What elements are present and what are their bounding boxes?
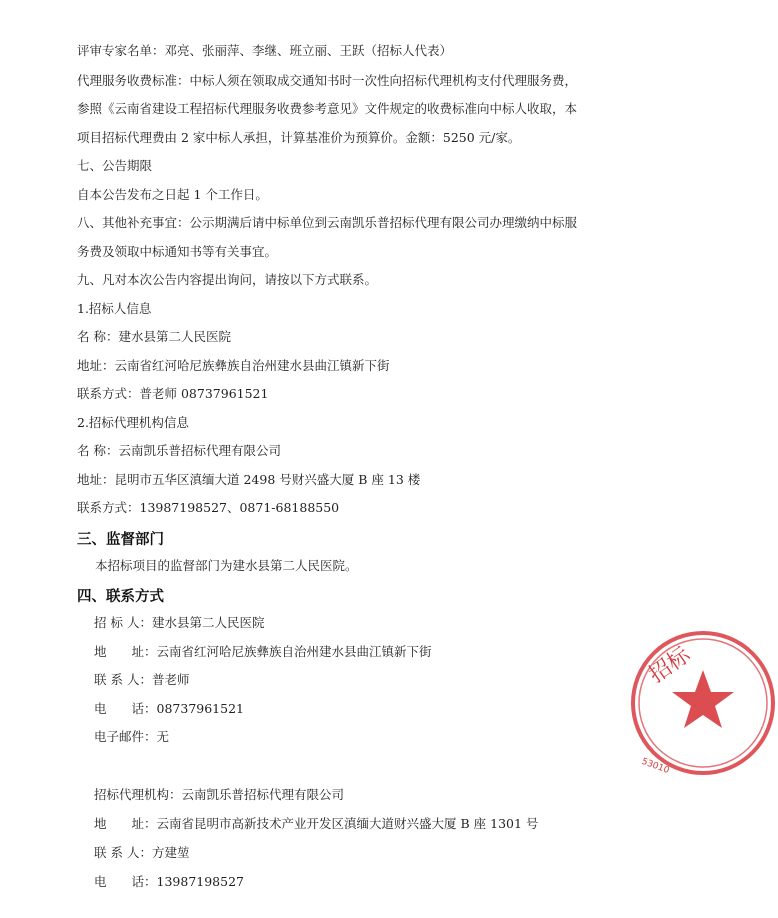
tenderer-info-title: 1.招标人信息 [77,301,152,316]
fee-standard-line-1: 代理服务收费标准：中标人须在领取成交通知书时一次性向招标代理机构支付代理服务费， [77,73,578,88]
contact-agency-person-row [94,845,189,861]
tenderer-contact: 联系方式：普老师 08737961521 [77,386,269,401]
contact-phone-label: 电 话： [94,701,157,716]
contact-agency-label: 招标代理机构： [94,787,182,802]
contact-agency-phone-value: 13987198527 [156,874,244,889]
contact-address-value: 云南省红河哈尼族彝族自治州建水县曲江镇新下街 [156,644,432,659]
star-seal-icon [628,628,778,778]
contact-tenderer-row [94,615,264,631]
contact-email-value: 无 [156,729,170,744]
section-7-title: 七、公告期限 [77,158,153,173]
seal-text-top: 招标 [644,642,695,689]
contact-agency-address-row [94,816,538,832]
contact-person-label: 联 系 人： [94,672,152,687]
contact-agency-person-label: 联 系 人： [94,845,152,860]
contact-agency-address-value: 云南省昆明市高新技术产业开发区滇缅大道财兴盛大厦 B 座 1301 号 [156,816,539,831]
contact-address-label: 地 址： [94,644,157,659]
contact-agency-person-value: 方建堃 [151,845,190,860]
contact-agency-value: 云南凯乐普招标代理有限公司 [181,787,345,802]
agency-contact: 联系方式：13987198527、0871-68188550 [77,500,340,515]
tenderer-name: 名 称：建水县第二人民医院 [77,329,231,344]
fee-standard-line-3: 项目招标代理费由 2 家中标人承担，计算基准价为预算价。金额：5250 元/家。 [77,130,521,145]
section-8-line-2: 务费及领取中标通知书等有关事宜。 [77,244,278,259]
section-8-line-1: 八、其他补充事宜：公示期满后请中标单位到云南凯乐普招标代理有限公司办理缴纳中标服 [77,215,578,230]
contact-tenderer-value: 建水县第二人民医院 [151,615,265,630]
contact-tenderer-label: 招 标 人： [94,615,152,630]
contact-phone-value: 08737961521 [156,701,244,716]
agency-info-title: 2.招标代理机构信息 [77,415,189,430]
agency-address: 地址：昆明市五华区滇缅大道 2498 号财兴盛大厦 B 座 13 楼 [77,472,421,487]
supervision-text: 本招标项目的监督部门为建水县第二人民医院。 [95,558,358,573]
contact-email-label: 电子邮件： [94,729,157,744]
agency-name: 名 称：云南凯乐普招标代理有限公司 [77,443,281,458]
contact-person-row [94,672,189,688]
contact-agency-phone-row [94,874,244,890]
contact-agency-row [94,787,344,803]
expert-list: 评审专家名单：邓亮、张丽萍、李继、班立丽、王跃（招标人代表） [77,43,453,58]
tenderer-address: 地址：云南省红河哈尼族彝族自治州建水县曲江镇新下街 [77,358,390,373]
contact-agency-address-label: 地 址： [94,816,157,831]
contact-heading: 四、联系方式 [77,589,164,605]
contact-address-row [94,644,432,660]
section-7-text: 自本公告发布之日起 1 个工作日。 [77,187,268,202]
contact-person-value: 普老师 [151,672,190,687]
seal-number: 53010 [640,756,671,776]
contact-phone-row [94,701,244,717]
section-9-title: 九、凡对本次公告内容提出询问，请按以下方式联系。 [77,272,378,287]
contact-email-row [94,729,169,745]
fee-standard-line-2: 参照《云南省建设工程招标代理服务收费参考意见》文件规定的收费标准向中标人收取，本 [77,101,578,116]
supervision-heading: 三、监督部门 [77,532,164,548]
contact-agency-phone-label: 电 话： [94,874,157,889]
